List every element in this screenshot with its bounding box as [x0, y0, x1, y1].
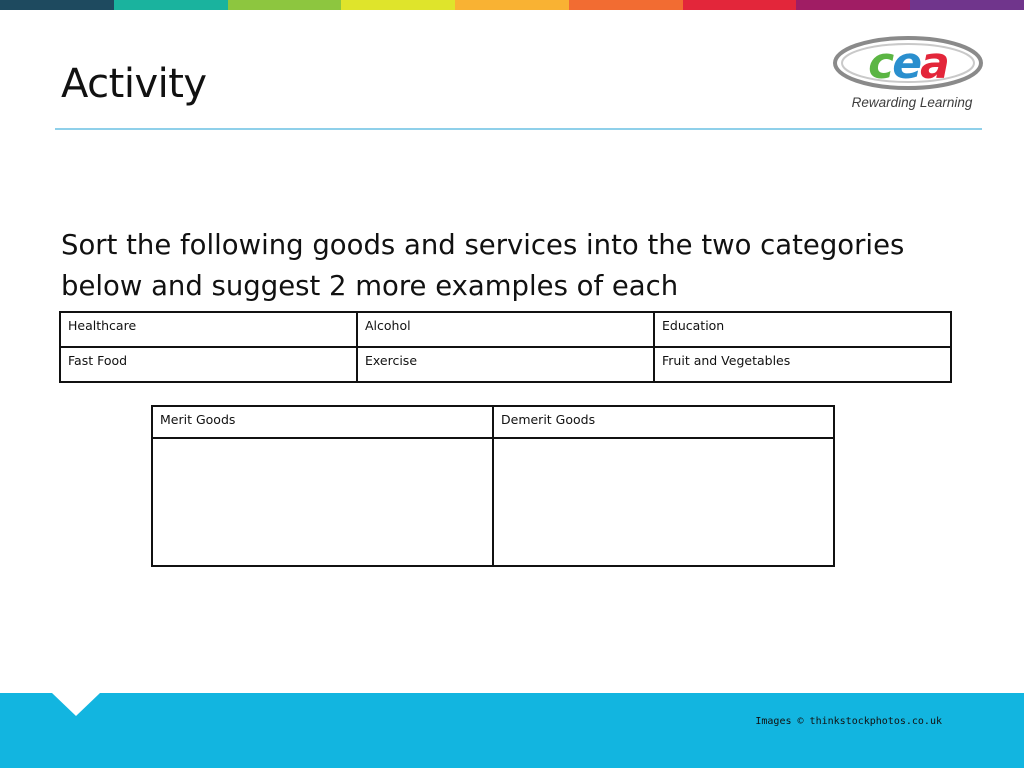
- table-cell: Education: [654, 312, 951, 347]
- color-strip: [0, 0, 1024, 10]
- merit-goods-header: Merit Goods: [152, 406, 493, 438]
- table-cell: Healthcare: [60, 312, 357, 347]
- demerit-goods-header: Demerit Goods: [493, 406, 834, 438]
- sorting-table: [151, 405, 835, 567]
- logo-tagline: Rewarding Learning: [851, 95, 973, 110]
- logo-mark-icon: [832, 34, 984, 92]
- instructions-text: Sort the following goods and services into the two categories below and suggest 2 more examples of each: [61, 229, 905, 302]
- table-cell: Fruit and Vegetables: [654, 347, 951, 382]
- strip-segment-6: [569, 0, 683, 10]
- table-row: [60, 347, 951, 382]
- slide-title: Activity: [61, 61, 207, 107]
- strip-segment-7: [683, 0, 797, 10]
- strip-segment-4: [341, 0, 455, 10]
- table-cell: Fast Food: [60, 347, 357, 382]
- table-cell: Exercise: [357, 347, 654, 382]
- items-table: [59, 311, 952, 383]
- image-credit: Images © thinkstockphotos.co.uk: [755, 716, 942, 727]
- merit-goods-answer-cell[interactable]: [152, 438, 493, 566]
- strip-segment-1: [0, 0, 114, 10]
- strip-segment-2: [114, 0, 228, 10]
- table-row: [152, 438, 834, 566]
- demerit-goods-answer-cell[interactable]: [493, 438, 834, 566]
- title-divider: [55, 128, 982, 130]
- table-header-row: [152, 406, 834, 438]
- table-row: [60, 312, 951, 347]
- strip-segment-3: [228, 0, 342, 10]
- strip-segment-8: [796, 0, 910, 10]
- strip-segment-5: [455, 0, 569, 10]
- ccea-logo: [832, 34, 984, 114]
- footer-band: [0, 693, 1024, 768]
- svg-text:cea: cea: [868, 38, 948, 89]
- table-cell: Alcohol: [357, 312, 654, 347]
- footer-notch: [52, 693, 100, 716]
- strip-segment-9: [910, 0, 1024, 10]
